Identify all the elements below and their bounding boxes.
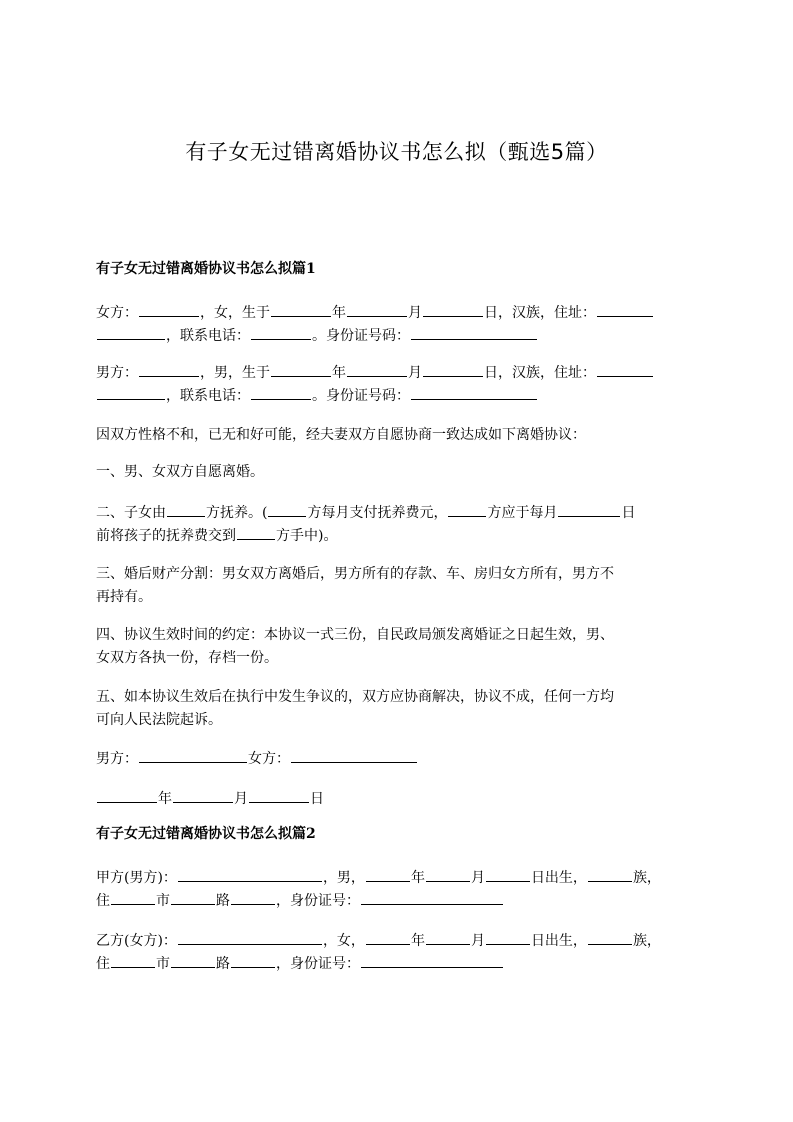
male-party-line-1: 男方： ，男，生于 年 月 日，汉族，住址： bbox=[96, 361, 696, 384]
blank-field bbox=[486, 866, 530, 882]
blank-field bbox=[411, 324, 537, 340]
blank-field bbox=[271, 361, 331, 377]
clause-3: 三、婚后财产分割：男女双方离婚后，男方所有的存款、车、房归女方所有，男方不 再持有。 bbox=[96, 566, 614, 605]
blank-field bbox=[423, 361, 483, 377]
blank-field bbox=[237, 524, 275, 540]
blank-field bbox=[271, 301, 331, 317]
document-title: 有子女无过错离婚协议书怎么拟（甄选5篇） bbox=[185, 140, 608, 164]
party-a-line-1: 甲方(男方)： ，男， 年 月 日出生， 族， bbox=[96, 866, 696, 889]
blank-field bbox=[97, 324, 165, 340]
blank-field bbox=[231, 952, 275, 968]
blank-field bbox=[347, 301, 407, 317]
section-1-heading: 有子女无过错离婚协议书怎么拟篇1 bbox=[96, 261, 316, 277]
blank-field bbox=[426, 866, 470, 882]
male-party-paragraph bbox=[96, 361, 696, 407]
blank-field bbox=[173, 787, 233, 803]
female-signature-blank bbox=[291, 747, 417, 763]
blank-field bbox=[251, 324, 311, 340]
blank-field bbox=[347, 361, 407, 377]
section-2-heading: 有子女无过错离婚协议书怎么拟篇2 bbox=[96, 826, 316, 842]
party-b-paragraph bbox=[96, 929, 696, 975]
blank-field bbox=[426, 929, 470, 945]
blank-field bbox=[139, 361, 199, 377]
female-party-paragraph bbox=[96, 301, 696, 347]
intro-paragraph: 因双方性格不和，已无和好可能，经夫妻双方自愿协商一致达成如下离婚协议： bbox=[96, 427, 586, 443]
party-a-paragraph bbox=[96, 866, 696, 912]
blank-field bbox=[361, 889, 503, 905]
blank-field bbox=[97, 787, 157, 803]
date-line: 年 月 日 bbox=[96, 787, 696, 810]
blank-field bbox=[448, 501, 486, 517]
male-party-line-2: ，联系电话： 。身份证号码： bbox=[96, 384, 696, 407]
female-party-line-2: ，联系电话： 。身份证号码： bbox=[96, 324, 696, 347]
blank-field bbox=[97, 384, 165, 400]
clause-1: 一、男、女双方自愿离婚。 bbox=[96, 464, 264, 480]
blank-field bbox=[597, 361, 653, 377]
blank-field bbox=[171, 952, 215, 968]
blank-field bbox=[178, 866, 322, 882]
blank-field bbox=[178, 929, 322, 945]
blank-field bbox=[486, 929, 530, 945]
clause-5: 五、如本协议生效后在执行中发生争议的，双方应协商解决，协议不成，任何一方均 可向人民法院起诉。 bbox=[96, 689, 614, 728]
blank-field bbox=[597, 301, 653, 317]
blank-field bbox=[268, 501, 306, 517]
blank-field bbox=[411, 384, 537, 400]
female-party-line-1: 女方： ，女，生于 年 月 日，汉族，住址： bbox=[96, 301, 696, 324]
blank-field bbox=[249, 787, 309, 803]
blank-field bbox=[171, 889, 215, 905]
clause-4: 四、协议生效时间的约定：本协议一式三份，自民政局颁发离婚证之日起生效，男、 女双方各执一份，存档一份。 bbox=[96, 627, 614, 666]
blank-field bbox=[588, 866, 632, 882]
party-b-line-1: 乙方(女方)： ，女， 年 月 日出生， 族， bbox=[96, 929, 696, 952]
blank-field bbox=[558, 501, 620, 517]
clause-2-line-2: 前将孩子的抚养费交到 方手中)。 bbox=[96, 524, 696, 547]
blank-field bbox=[167, 501, 205, 517]
clause-2 bbox=[96, 501, 696, 547]
clause-2-line-1: 二、子女由 方抚养。( 方每月支付抚养费元， 方应于每月 日 bbox=[96, 501, 696, 524]
blank-field bbox=[361, 952, 503, 968]
male-signature-blank bbox=[139, 747, 247, 763]
blank-field bbox=[231, 889, 275, 905]
party-a-line-2: 住 市 路 ，身份证号： bbox=[96, 889, 696, 912]
blank-field bbox=[251, 384, 311, 400]
signature-line: 男方： 女方： bbox=[96, 747, 696, 770]
blank-field bbox=[111, 952, 155, 968]
blank-field bbox=[366, 866, 410, 882]
blank-field bbox=[139, 301, 199, 317]
blank-field bbox=[423, 301, 483, 317]
blank-field bbox=[588, 929, 632, 945]
party-b-line-2: 住 市 路 ，身份证号： bbox=[96, 952, 696, 975]
blank-field bbox=[111, 889, 155, 905]
blank-field bbox=[366, 929, 410, 945]
